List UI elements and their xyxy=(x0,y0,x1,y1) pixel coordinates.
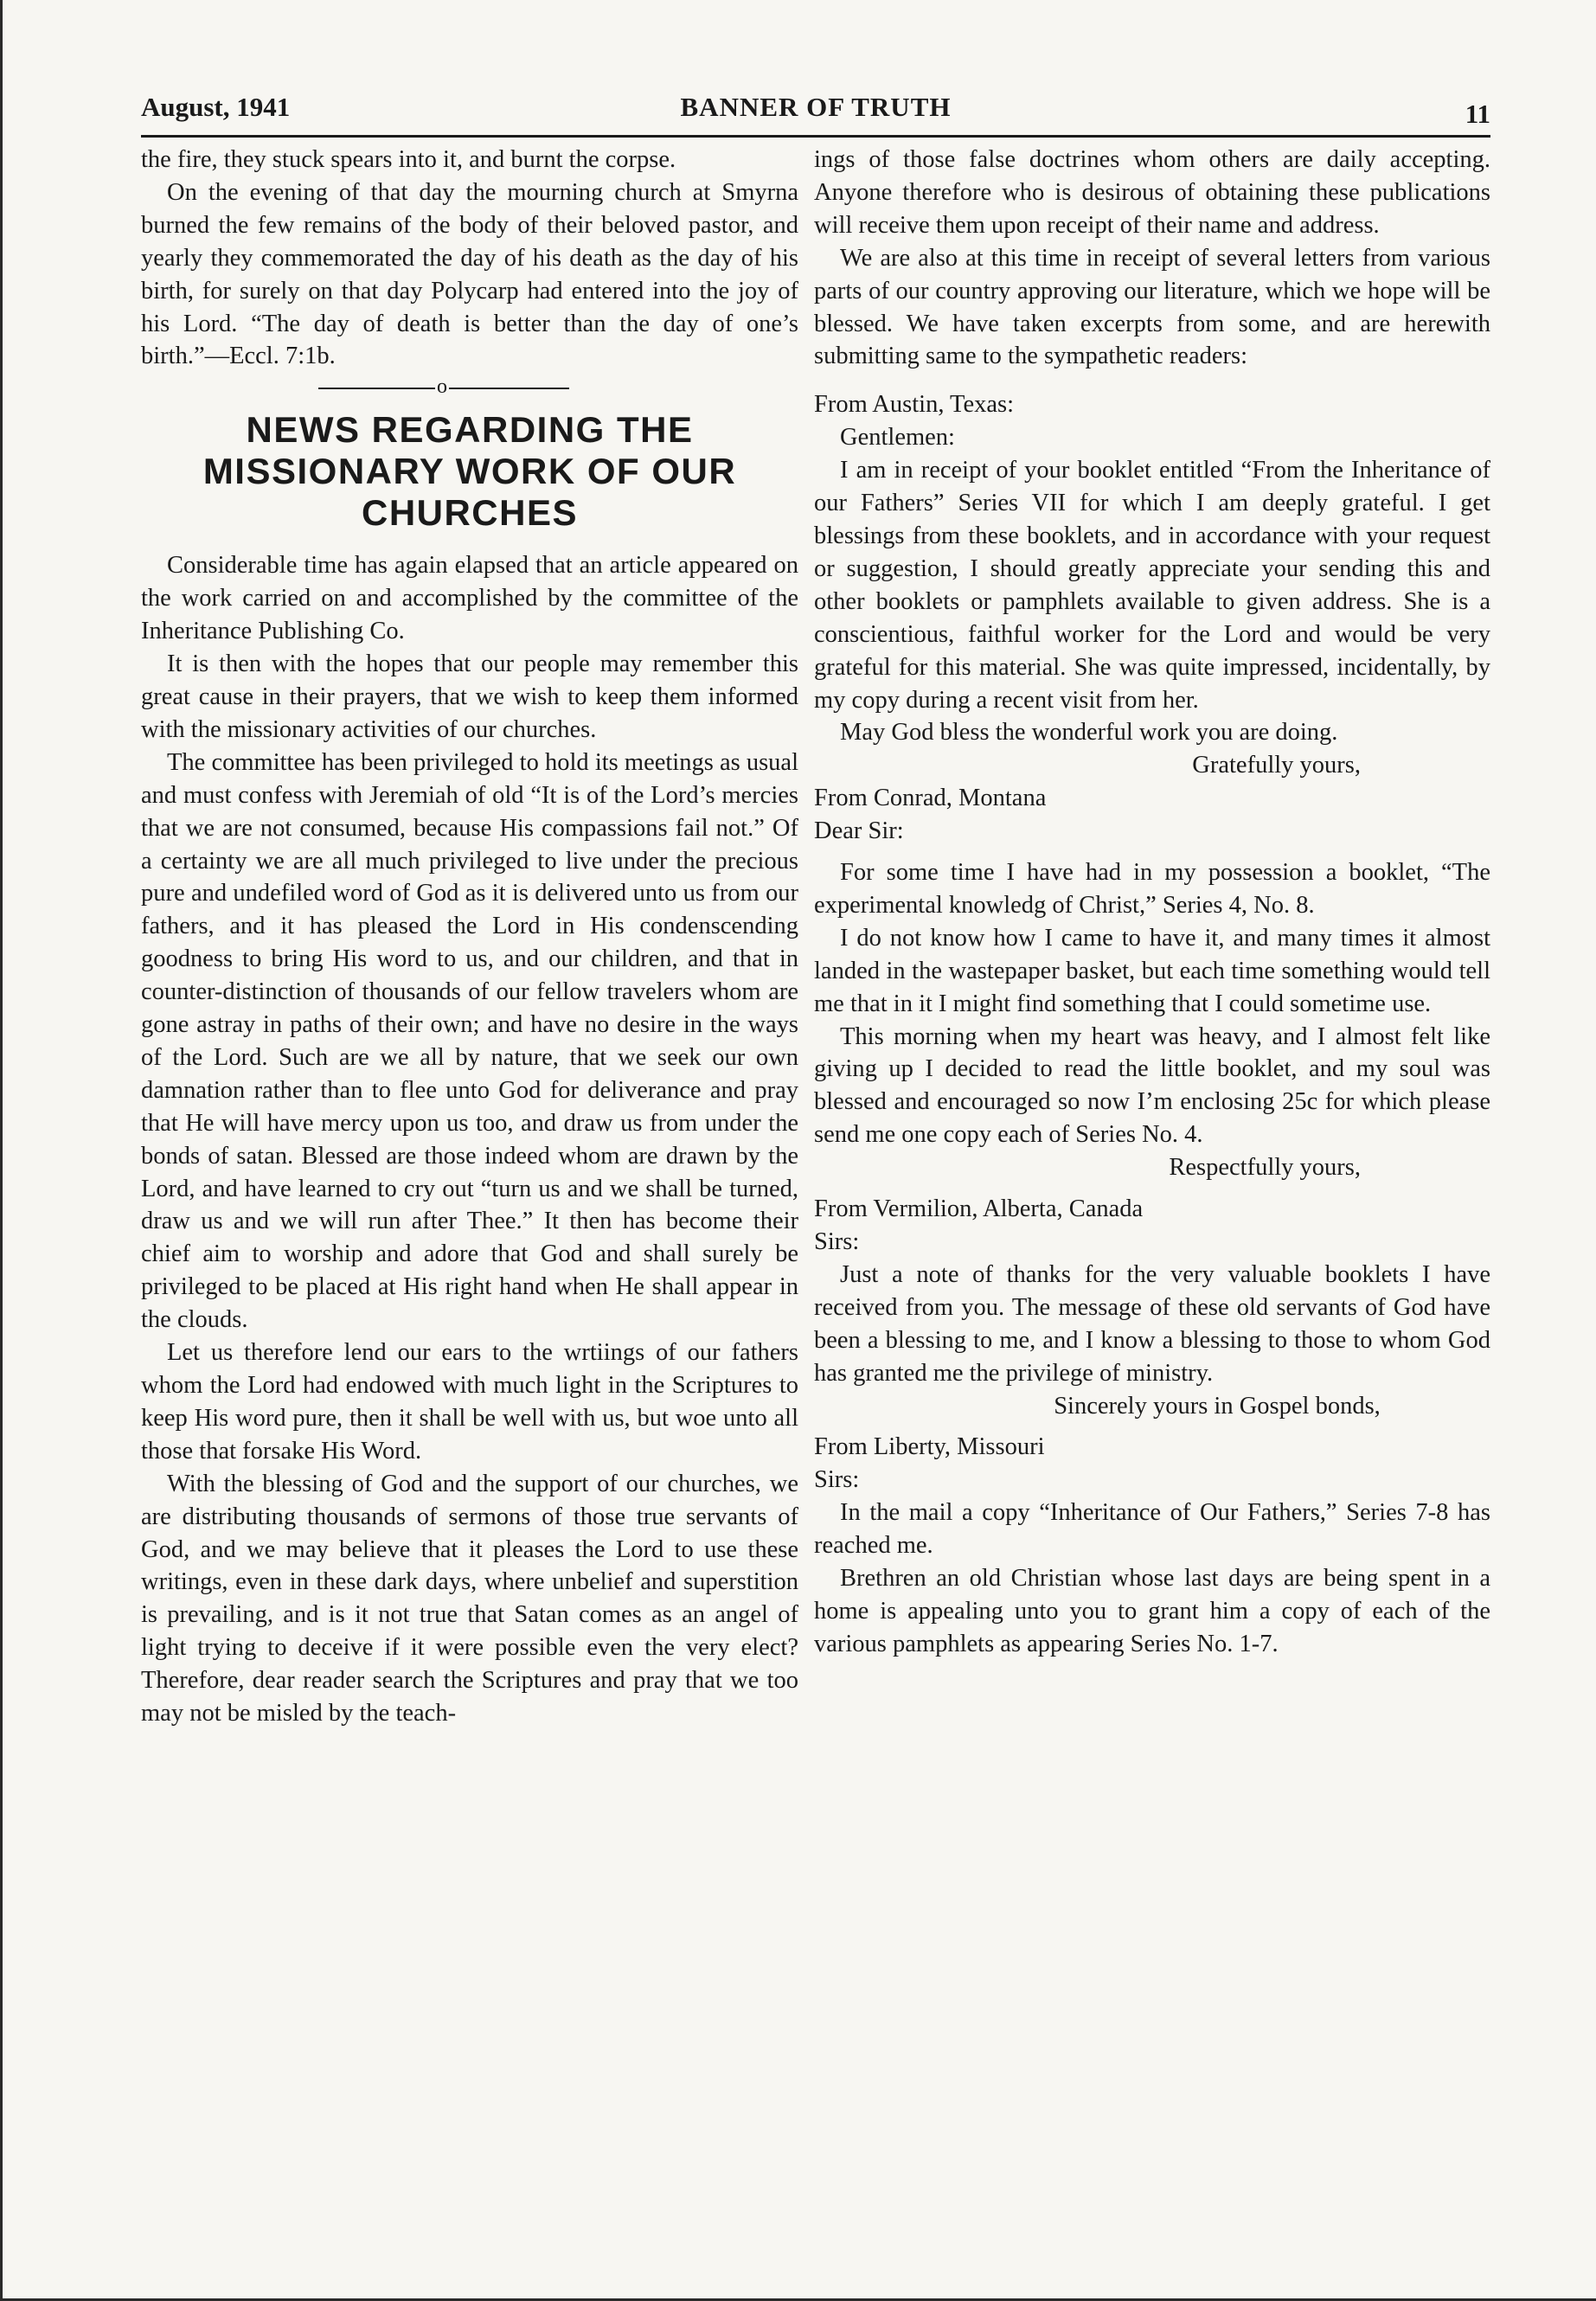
letter-closing: Respectfully yours, xyxy=(1169,1154,1361,1182)
page-number: 11 xyxy=(1465,99,1490,129)
page-header xyxy=(141,87,1490,138)
letter-austin xyxy=(814,388,1490,782)
paragraph: This morning when my heart was heavy, and I almost felt like giving up I decided to read the little booklet, and my soul was blessed and encouraged so now I’m enclosing 25c for which please send me one copy each of Series No. 4. xyxy=(814,1022,1490,1149)
paragraph: the fire, they stuck spears into it, and burnt the corpse. xyxy=(141,146,676,173)
paragraph: We are also at this time in receipt of several letters from various parts of our country approving our literature, which we hope will be blessed. We have taken excerpts from some, and are herewith submitting same to the sympathetic readers: xyxy=(814,244,1490,370)
paragraph: Considerable time has again elapsed that an article appeared on the work carried on and accomplished by the committee of the Inheritance Publishing Co. xyxy=(141,552,798,645)
paragraph: ings of those false doctrines whom others are daily accepting. Anyone therefore who is desirous of obtaining these publications will receive them upon receipt of their name and address. xyxy=(814,146,1490,239)
right-column xyxy=(814,144,1490,1661)
paragraph: For some time I have had in my possession a booklet, “The experimental knowledg of Christ,” Series 4, No. 8. xyxy=(814,859,1490,919)
article-headline: NEWS REGARDING THE MISSIONARY WORK OF OUR CHURCHES xyxy=(202,409,737,534)
letter-from: From Austin, Texas: xyxy=(814,391,1015,419)
letter-closing: Gratefully yours, xyxy=(1192,752,1361,779)
paragraph: It is then with the hopes that our people may remember this great cause in their prayers, that we wish to keep them informed with the missionary activities of our churches. xyxy=(141,651,798,743)
paragraph: In the mail a copy “Inheritance of Our Fathers,” Series 7-8 has reached me. xyxy=(814,1499,1490,1560)
paragraph: The committee has been privileged to hold its meetings as usual and must confess with Jeremiah of old “It is of the Lord’s mercies that we are not consumed, because His compassions fail not.” Of a certainty we are all much privileged to live under the precious pure and undefiled word of God as it is delivered unto us from our fathers, and it has pleased the Lord in His condenscending goodness to bring His word to us, and our children, and that in counter-distinction of thousands of our fellow travelers whom are gone astray in paths of their own; and have no desire in the ways of the Lord. Such are we all by nature, that we seek our own damnation rather than to flee unto God for deliverance and pray that He will have mercy upon us too, and draw us from under the bonds of satan. Blessed are those indeed whom are drawn by the Lord, and have learned to cry out “turn us and we shall be turned, draw us and we will run after Thee.” It then has become their chief aim to worship and adore that God and shall surely be privileged to be placed at His right hand when He shall appear in the clouds. xyxy=(141,748,798,1334)
letter-from: From Liberty, Missouri xyxy=(814,1433,1045,1461)
letter-conrad xyxy=(814,782,1490,1184)
paragraph: On the evening of that day the mourning church at Smyrna burned the few remains of the body of their beloved pastor, and yearly they commemorated the day of his death as the day of his birth, for surely on that day Polycarp had entered into the joy of his Lord. “The day of death is better than the day of one’s birth.”—Eccl. 7:1b. xyxy=(141,178,798,370)
letter-from: From Conrad, Montana xyxy=(814,785,1047,812)
section-divider xyxy=(141,373,798,402)
letter-salutation: Dear Sir: xyxy=(814,817,904,845)
paragraph: Brethren an old Christian whose last days are being spent in a home is appealing unto you to grant him a copy of each of the various pamphlets as appearing Series No. 1-7. xyxy=(814,1565,1490,1657)
paragraph: I am in receipt of your booklet entitled “From the Inheritance of our Fathers” Series VII for which I am deeply grateful. I get blessings from these booklets, and in accordance with your request or suggestion, I should greatly appreciate your sending this and other booklets or pamphlets available to given address. She is a conscientious, faithful worker for the Lord and would be very grateful for this material. She was quite impressed, incidentally, by my copy during a recent visit from her. xyxy=(814,457,1490,714)
paragraph: May God bless the wonderful work you are doing. xyxy=(840,719,1338,747)
letter-closing: Sincerely yours in Gospel bonds, xyxy=(1054,1392,1381,1420)
letter-salutation: Sirs: xyxy=(814,1228,860,1255)
divider-mark: o xyxy=(435,371,449,404)
letter-liberty xyxy=(814,1431,1490,1660)
letter-salutation: Sirs: xyxy=(814,1466,860,1494)
paragraph: Just a note of thanks for the very valuable booklets I have received from you. The message of these old servants of God have been a blessing to me, and I know a blessing to those to whom God has granted me the privilege of ministry. xyxy=(814,1260,1490,1387)
letter-salutation: Gentlemen: xyxy=(840,424,955,452)
paragraph: Let us therefore lend our ears to the wrtiings of our fathers whom the Lord had endowed with much light in the Scriptures to keep His word pure, then it shall be well with us, but woe unto all those that forsake His Word. xyxy=(141,1339,798,1465)
issue-date: August, 1941 xyxy=(141,92,291,122)
paragraph: I do not know how I came to have it, and many times it almost landed in the wastepaper basket, but each time something would tell me that in it I might find something that I could sometime use. xyxy=(814,924,1490,1017)
left-column xyxy=(141,144,798,1730)
letter-from: From Vermilion, Alberta, Canada xyxy=(814,1195,1144,1223)
publication-title: BANNER OF TRUTH xyxy=(680,92,952,122)
letter-vermilion xyxy=(814,1193,1490,1422)
paragraph: With the blessing of God and the support of our churches, we are distributing thousands of sermons of those true servants of God, and we may believe that it pleases the Lord to use these writings, even in these dark days, where unbelief and superstition is prevailing, and is it not true that Satan comes as an angel of light trying to deceive if it were possible even the very elect? Therefore, dear reader search the Scriptures and pray that we too may not be misled by the teach- xyxy=(141,1470,798,1727)
